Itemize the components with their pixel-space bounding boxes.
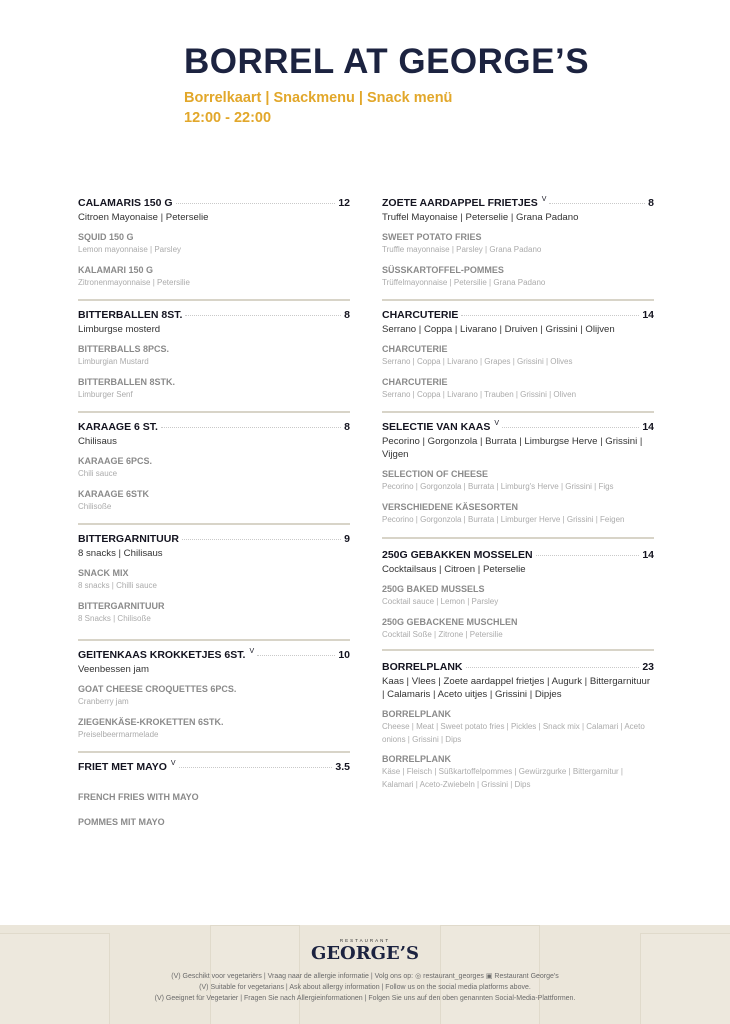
section-divider [382,411,654,413]
item-price: 10 [338,649,350,661]
item-name: GEITENKAAS KROKKETJES 6ST. [78,649,246,661]
menu-item-header [382,309,654,322]
dotted-leader [466,667,640,668]
item-price: 14 [642,421,654,433]
item-name: BITTERGARNITUUR [78,533,179,545]
dotted-leader [549,203,645,204]
section-divider [382,649,654,651]
item-price: 8 [344,421,350,433]
item-description: 8 snacks | Chilisaus [78,548,163,559]
section-divider [78,411,350,413]
menu-item [78,421,350,513]
menu-item-header [382,197,654,210]
item-name: 250G GEBAKKEN MOSSELEN [382,549,533,561]
page-title: BORREL AT GEORGE’S [184,42,590,81]
translated-description: Chili sauce [78,469,118,478]
menu-item [382,421,654,526]
translated-name: SQUID 150 G [78,232,134,242]
facebook-icon: ▣ [485,973,493,980]
vegetarian-badge: V [494,420,499,427]
dotted-leader [185,315,341,316]
section-divider [78,639,350,641]
vegetarian-badge: V [541,196,547,203]
section-divider [78,299,350,301]
translated-description: Cranberry jam [78,697,129,706]
section-divider [382,299,654,301]
translated-name: POMMES MIT MAYO [78,817,165,827]
translated-description: Pecorino | Gorgonzola | Burrata | Limburg's Herve | Grissini | Figs [382,482,614,491]
item-description: Kaas | Vlees | Zoete aardappel frietjes | Augurk | Bittergarnituur | Calamaris | Aceto uitjes | Grissini | Dipjes [382,676,651,700]
translated-name: FRENCH FRIES WITH MAYO [78,792,199,802]
opening-hours: 12:00 - 22:00 [184,110,272,126]
item-description: Truffel Mayonaise | Peterselie | Grana Padano [382,212,579,223]
translated-description: Zitronenmayonnaise | Petersilie [78,277,190,287]
translated-description: 8 snacks | Chilli sauce [78,581,157,590]
translated-description: Limburger Senf [78,389,133,399]
footer-line-de: (V) Geeignet für Vegetarier | Fragen Sie nach Allergieinformationen | Folgen Sie uns auf den oben genannten Social-Media-Plattformen. [154,995,576,1002]
item-name: SELECTIE VAN KAAS [382,421,491,433]
translated-name: SELECTION OF CHEESE [382,469,489,479]
menu-item-header [382,661,654,674]
menu-item-header [78,761,350,774]
item-description: Pecorino | Gorgonzola | Burrata | Limburgse Herve | Grissini | Vijgen [382,436,643,460]
translated-name: KARAAGE 6STK [78,488,150,499]
translated-name: GOAT CHEESE CROQUETTES 6PCS. [78,684,237,694]
translated-description: Cocktail sauce | Lemon | Parsley [382,597,499,606]
instagram-link[interactable]: restaurant_georges [423,973,484,980]
menu-subtitle: Borrelkaart | Snackmenu | Snack menü [184,90,453,106]
dotted-leader [176,203,336,204]
translated-name: BORRELPLANK [382,754,451,764]
menu-item-header [78,649,350,662]
translated-description: Cocktail Soße | Zitrone | Petersilie [382,629,503,639]
item-price: 9 [344,533,350,545]
translated-description: Serrano | Coppa | Livarano | Grapes | Grissini | Olives [382,357,573,366]
dotted-leader [257,655,335,656]
menu-item [382,309,654,401]
section-divider [78,523,350,525]
item-name: CALAMARIS 150 G [78,197,173,209]
menu-item-header [78,309,350,322]
item-description: Chilisaus [78,436,117,447]
menu-item [78,649,350,741]
translated-name: BORRELPLANK [382,709,451,719]
menu-item-header [78,197,350,210]
item-name: BORRELPLANK [382,661,463,673]
item-name: CHARCUTERIE [382,309,459,321]
vegetarian-badge: V [170,760,176,767]
translated-name: SNACK MIX [78,568,129,578]
logo: GEORGE’S [310,943,420,964]
translated-name: 250G BAKED MUSSELS [382,584,485,594]
menu-item-header [78,421,350,434]
menu-item-header [382,421,654,434]
item-name: ZOETE AARDAPPEL FRIETJES [382,197,538,209]
dotted-leader [461,315,639,316]
dotted-leader [502,427,639,428]
menu-item [78,309,350,401]
translated-name: CHARCUTERIE [382,344,448,354]
item-price: 8 [344,309,350,321]
menu-item [382,549,654,641]
item-description: Citroen Mayonaise | Peterselie [78,212,209,223]
menu-item [78,761,350,828]
logo-restaurant-label: RESTAURANT [339,938,391,943]
instagram-icon: ◎ [415,973,422,980]
translated-description: Serrano | Coppa | Livarano | Trauben | Grissini | Oliven [382,389,577,399]
item-description: Cocktailsaus | Citroen | Peterselie [382,564,526,575]
translated-name: BITTERBALLEN 8STK. [78,376,176,387]
menu-item [382,661,654,791]
translated-name: SWEET POTATO FRIES [382,232,482,242]
menu-item [382,197,654,289]
item-price: 14 [642,309,654,321]
translated-description: Truffle mayonnaise | Parsley | Grana Padano [382,245,542,254]
item-name: BITTERBALLEN 8ST. [78,309,183,321]
item-name: FRIET MET MAYO [78,761,167,773]
facebook-link[interactable]: Restaurant George's [494,973,559,980]
menu-item [78,197,350,289]
translated-description: Limburgian Mustard [78,357,149,366]
translated-name: KARAAGE 6PCS. [78,456,153,466]
item-price: 3.5 [335,761,350,773]
section-divider [78,751,350,753]
vegetarian-badge: V [249,648,255,655]
item-description: Veenbessen jam [78,664,149,675]
item-price: 14 [642,549,654,561]
footer-line-en: (V) Suitable for vegetarians | Ask about allergy information | Follow us on the social media platforms above. [199,984,531,991]
menu-item-header [78,533,350,546]
dotted-leader [536,555,640,556]
dotted-leader [179,767,333,768]
dotted-leader [161,427,341,428]
translated-description: Käse | Fleisch | Süßkartoffelpommes | Gewürzgurke | Bittergarnitur | Kalamari | Aceto-Zwiebeln | Grissini | Dips [382,767,623,789]
translated-name: VERSCHIEDENE KÄSESORTEN [382,501,519,512]
item-description: Serrano | Coppa | Livarano | Druiven | Grissini | Olijven [382,324,615,335]
menu-item [78,533,350,625]
item-name: KARAAGE 6 ST. [78,421,158,433]
translated-description: Chilisoße [78,501,112,511]
translated-name: KALAMARI 150 G [78,264,154,275]
translated-description: 8 Snacks | Chilisoße [78,613,151,623]
translated-name: BITTERGARNITUUR [78,600,165,611]
translated-description: Preiselbeermarmelade [78,729,159,739]
translated-description: Trüffelmayonnaise | Petersilie | Grana Padano [382,277,546,287]
translated-name: CHARCUTERIE [382,376,448,387]
translated-description: Pecorino | Gorgonzola | Burrata | Limburger Herve | Grissini | Feigen [382,514,625,524]
item-price: 23 [642,661,654,673]
footer-line-nl [0,972,730,980]
menu-item-header [382,549,654,562]
translated-name: 250G GEBACKENE MUSCHLEN [382,616,518,627]
translated-name: ZIEGENKÄSE-KROKETTEN 6STK. [78,716,224,727]
footer-text-nl: (V) Geschikt voor vegetariërs | Vraag naar de allergie informatie | Volg ons op: [171,973,414,980]
item-price: 8 [648,197,654,209]
dotted-leader [182,539,341,540]
translated-name: BITTERBALLS 8PCS. [78,344,170,354]
translated-name: SÜSSKARTOFFEL-POMMES [382,264,504,275]
item-price: 12 [338,197,350,209]
translated-description: Lemon mayonnaise | Parsley [78,245,182,254]
item-description: Limburgse mosterd [78,324,161,335]
section-divider [382,537,654,539]
translated-description: Cheese | Meat | Sweet potato fries | Pickles | Snack mix | Calamari | Aceto onions | Grissini | Dips [382,722,645,744]
